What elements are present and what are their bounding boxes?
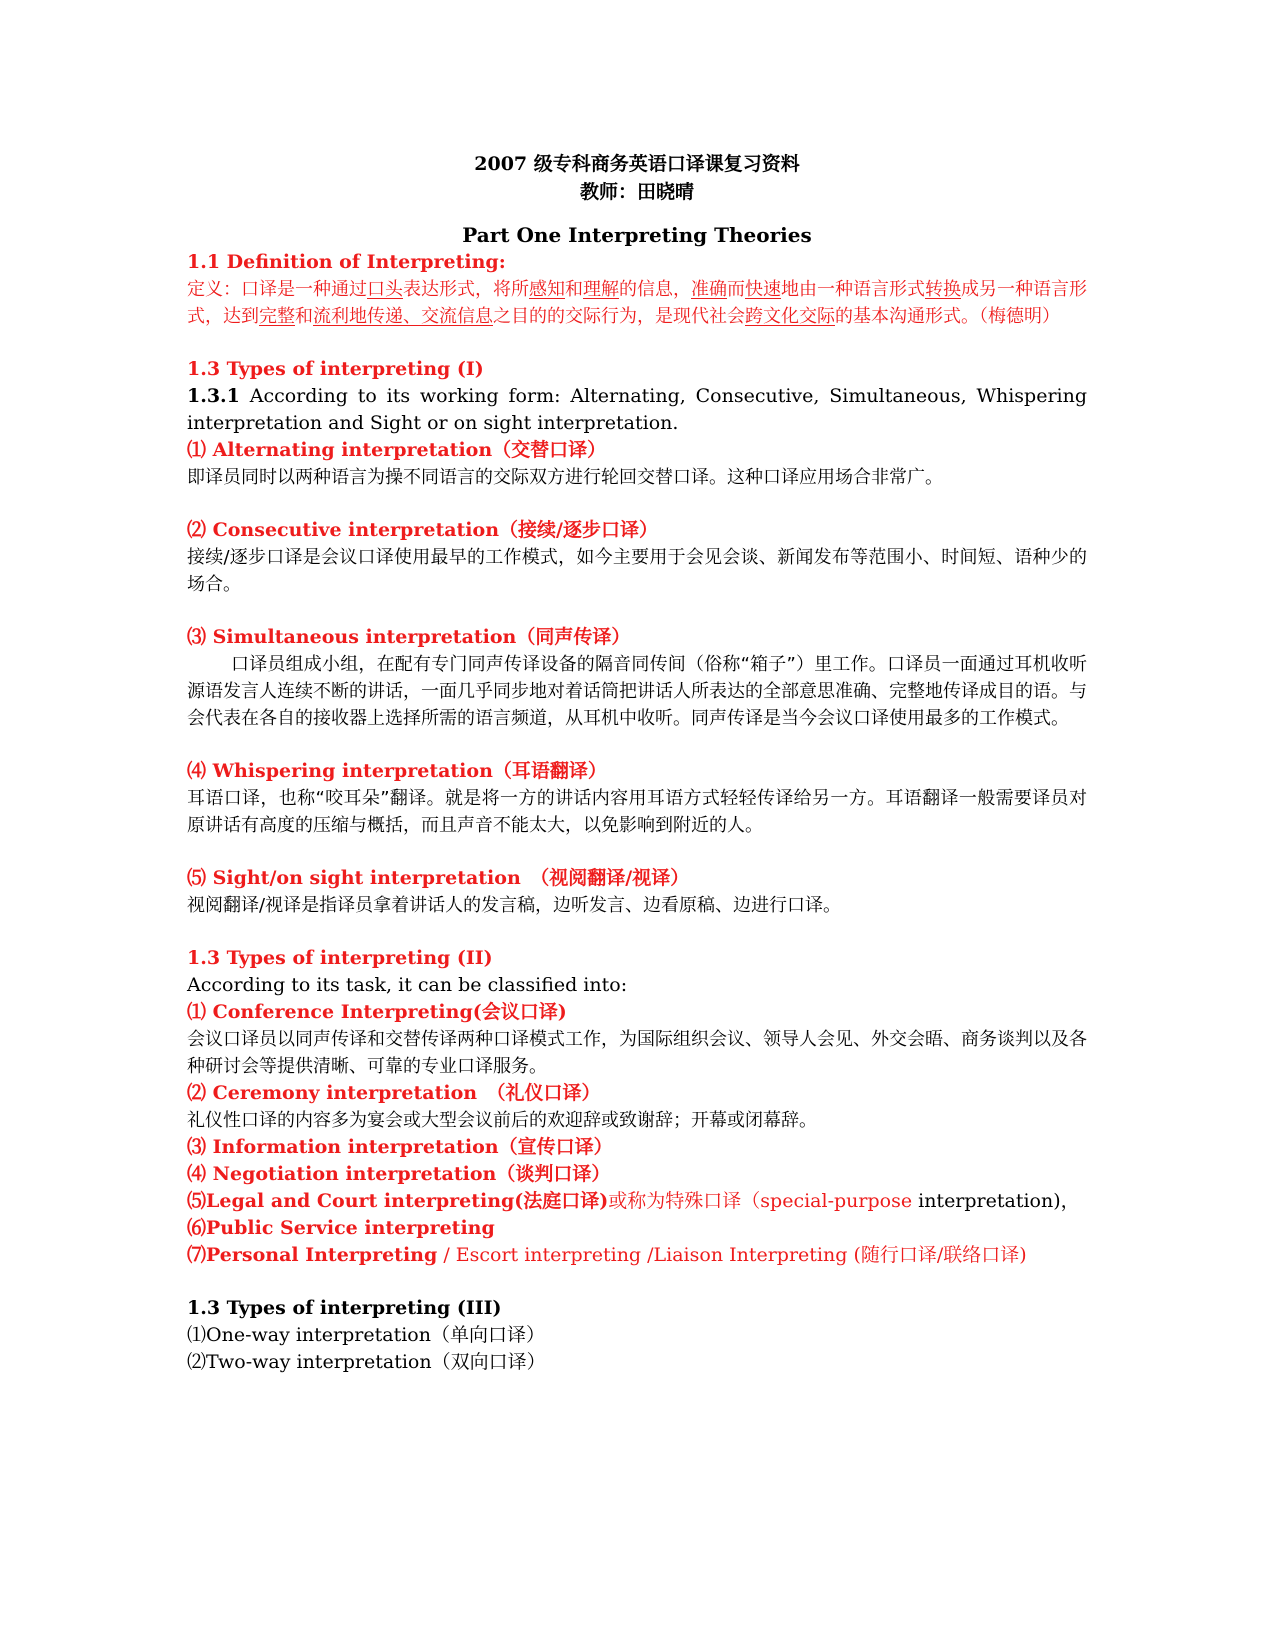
document-title: 2007 级专科商务英语口译课复习资料 — [474, 153, 800, 175]
type-one-way-line: ⑴One-way interpretation（单向口译） — [187, 1324, 545, 1346]
type-conference-heading: ⑴ Conference Interpreting(会议口译) — [187, 1001, 567, 1023]
type-whispering-heading: ⑷ Whispering interpretation（耳语翻译） — [187, 760, 607, 782]
types-1-intro: 1.3.1 According to its working form: Alternating, Consecutive, Simultaneous, Whispering interpretation and Sight or on sight interpretation. — [187, 385, 1087, 434]
type-personal-line: ⑺Personal Interpreting / Escort interpreting /Liaison Interpreting (随行口译/联络口译) — [187, 1244, 1027, 1266]
types-2-heading: 1.3 Types of interpreting (II) — [187, 947, 493, 969]
type-negotiation-heading: ⑷ Negotiation interpretation（谈判口译） — [187, 1163, 611, 1185]
type-consecutive-heading: ⑵ Consecutive interpretation（接续/逐步口译） — [187, 519, 658, 541]
teacher-line: 教师：田晓晴 — [579, 181, 694, 203]
type-alternating-text: 即译员同时以两种语言为操不同语言的交际双方进行轮回交替口译。这种口译应用场合非常广。 — [187, 467, 943, 488]
type-two-way-line: ⑵Two-way interpretation（双向口译） — [187, 1351, 546, 1373]
types-3-heading: 1.3 Types of interpreting (III) — [187, 1297, 502, 1319]
type-public-service-heading: ⑹Public Service interpreting — [187, 1217, 495, 1239]
type-conference-text: 会议口译员以同声传译和交替传译两种口译模式工作，为国际组织会议、领导人会见、外交会晤、商务谈判以及各种研讨会等提供清晰、可靠的专业口译服务。 — [187, 1029, 1087, 1077]
type-information-heading: ⑶ Information interpretation（宣传口译） — [187, 1136, 613, 1158]
part-title: Part One Interpreting Theories — [462, 223, 812, 247]
type-alternating-heading: ⑴ Alternating interpretation（交替口译） — [187, 439, 607, 461]
type-simultaneous-heading: ⑶ Simultaneous interpretation（同声传译） — [187, 626, 631, 648]
type-consecutive-text: 接续/逐步口译是会议口译使用最早的工作模式，如今主要用于会见会谈、新闻发布等范围小、时间短、语种少的场合。 — [187, 547, 1087, 595]
type-ceremony-text: 礼仪性口译的内容多为宴会或大型会议前后的欢迎辞或致谢辞；开幕或闭幕辞。 — [187, 1110, 817, 1131]
definition-paragraph: 定义：口译是一种通过口头表达形式，将所感知和理解的信息，准确而快速地由一种语言形式转换成另一种语言形式，达到完整和流利地传递、交流信息之目的的交际行为，是现代社会跨文化交际的基本沟通形式。（梅德明） — [187, 279, 1087, 327]
type-whispering-text: 耳语口译，也称“咬耳朵”翻译。就是将一方的讲话内容用耳语方式轻轻传译给另一方。耳语翻译一般需要译员对原讲话有高度的压缩与概括，而且声音不能太大，以免影响到附近的人。 — [187, 788, 1087, 836]
types-1-heading: 1.3 Types of interpreting (I) — [187, 358, 484, 380]
type-legal-line: ⑸Legal and Court interpreting(法庭口译)或称为特殊口译（special-purpose interpretation)， — [187, 1190, 1080, 1212]
document-content — [187, 150, 1087, 1376]
type-sight-heading: ⑸ Sight/on sight interpretation （视阅翻译/视译） — [187, 867, 690, 889]
type-sight-text: 视阅翻译/视译是指译员拿着讲话人的发言稿，边听发言、边看原稿、边进行口译。 — [187, 895, 842, 916]
type-ceremony-heading: ⑵ Ceremony interpretation （礼仪口译） — [187, 1082, 601, 1104]
types-2-intro: According to its task, it can be classified into: — [187, 974, 628, 996]
type-simultaneous-text: 口译员组成小组，在配有专门同声传译设备的隔音同传间（俗称“箱子”）里工作。口译员一面通过耳机收听源语发言人连续不断的讲话，一面几乎同步地对着话筒把讲话人所表达的全部意思准确、完整地传译成目的语。与会代表在各自的接收器上选择所需的语言频道，从耳机中收听。同声传译是当今会议口译使用最多的工作模式。 — [187, 654, 1087, 729]
definition-heading: 1.1 Definition of Interpreting: — [187, 251, 506, 273]
